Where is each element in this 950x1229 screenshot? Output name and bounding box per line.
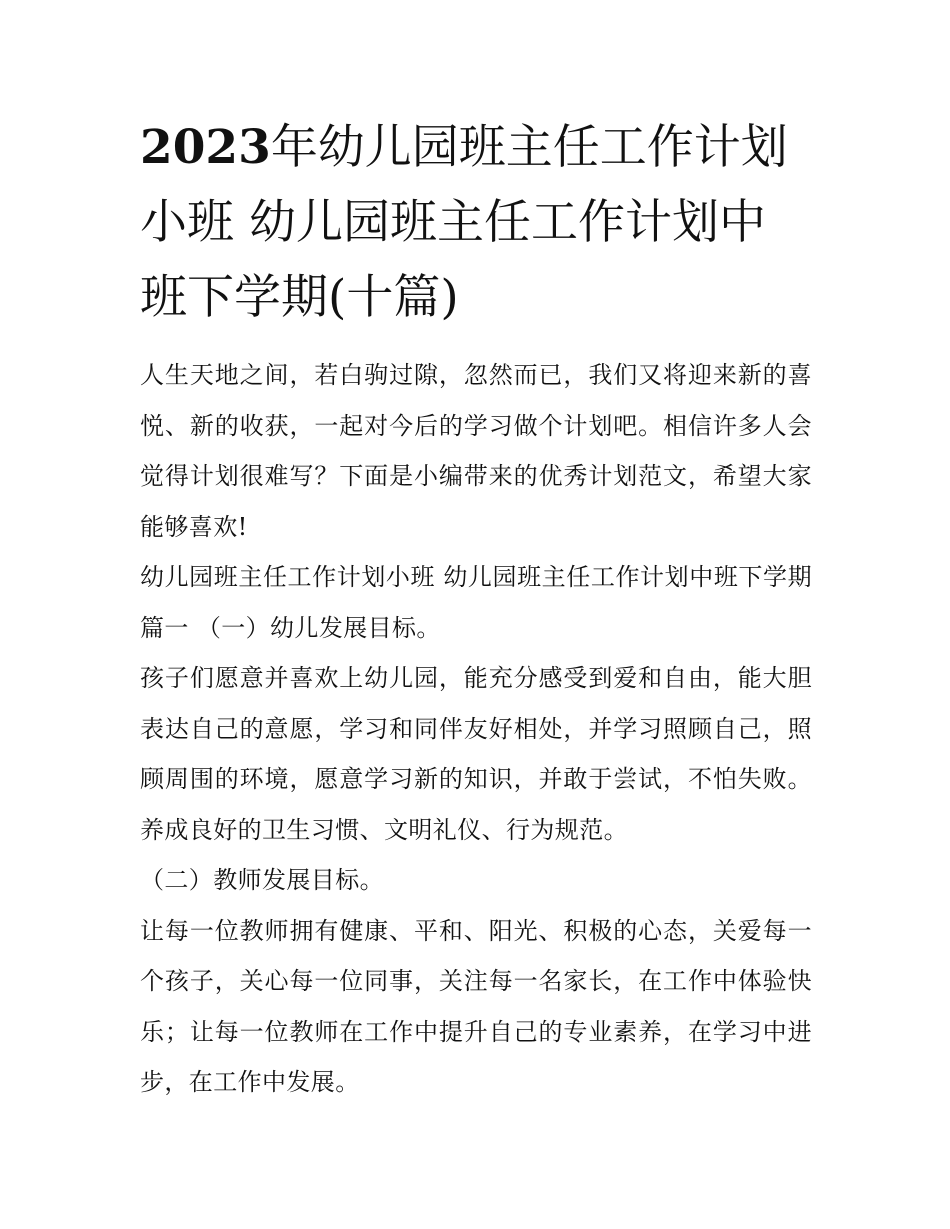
subheading-paragraph: （二）教师发展目标。: [140, 866, 384, 894]
document-page: [140, 110, 812, 1108]
title-text: 年幼儿园班主任工作计划小班 幼儿园班主任工作计划中班下学期(十篇): [140, 120, 788, 325]
intro-paragraph: 人生天地之间，若白驹过隙，忽然而已，我们又将迎来新的喜悦、新的收获，一起对今后的学习做个计划吧。相信许多人会觉得计划很难写？下面是小编带来的优秀计划范文，希望大家能够喜欢!: [140, 361, 812, 541]
section-heading-paragraph: 幼儿园班主任工作计划小班 幼儿园班主任工作计划中班下学期篇一 （一）幼儿发展目标。: [140, 563, 812, 642]
title-year: 2023: [140, 120, 271, 175]
document-title: [140, 110, 812, 335]
body-paragraph: 让每一位教师拥有健康、平和、阳光、积极的心态，关爱每一个孩子，关心每一位同事，关注每一名家长，在工作中体验快乐；让每一位教师在工作中提升自己的专业素养，在学习中进步，在工作中发展。: [140, 916, 812, 1096]
body-paragraph: 孩子们愿意并喜欢上幼儿园，能充分感受到爱和自由，能大胆表达自己的意愿，学习和同伴友好相处，并学习照顾自己，照顾周围的环境，愿意学习新的知识，并敢于尝试，不怕失败。养成良好的卫生习惯、文明礼仪、行为规范。: [140, 664, 812, 844]
